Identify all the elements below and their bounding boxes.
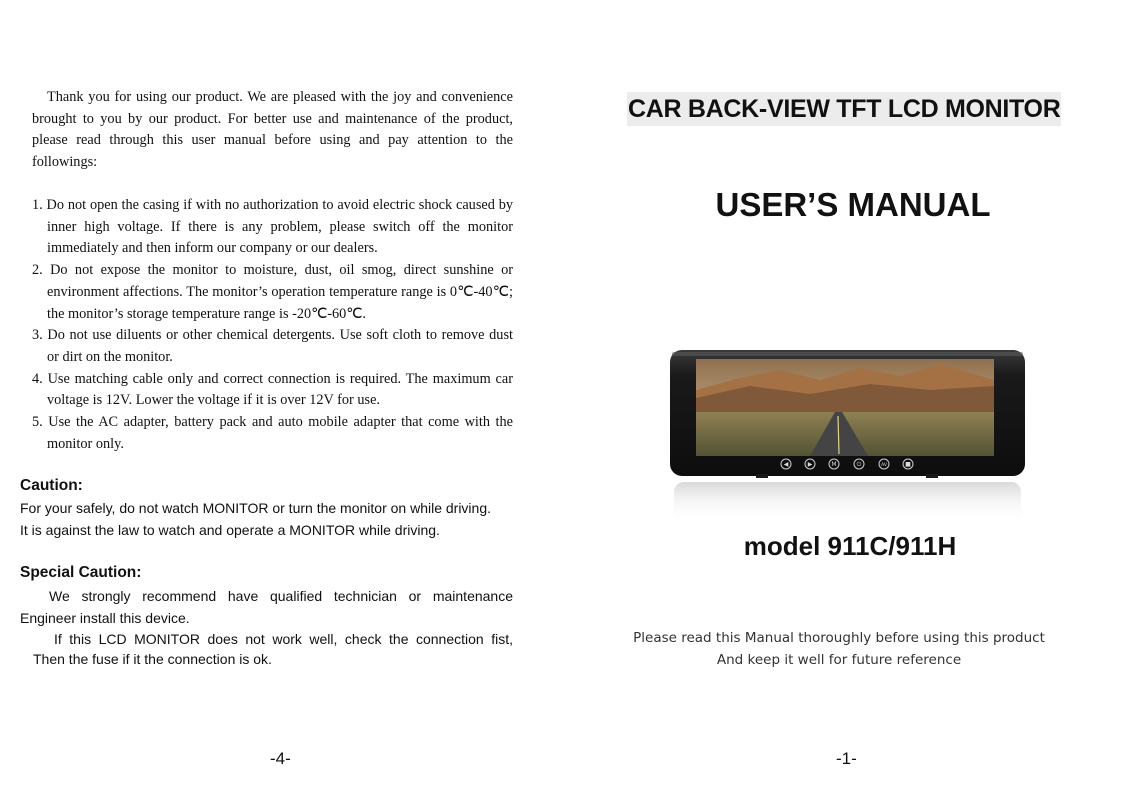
source-icon: AV [881, 463, 887, 468]
caution-heading: Caution: [20, 477, 83, 494]
intro-paragraph: Thank you for using our product. We are pleased with the joy and convenience brought to you by our product. For better use and maintenance of the product, please read through this user manual before using and pay attention to the followings: [32, 89, 513, 171]
list-item: 1. Do not open the casing if with no authorization to avoid electric shock caused by inner high voltage. If there is any problem, please switch off the monitor immediately and then inform our company or our dealers. [32, 197, 513, 257]
right-page [566, 0, 1132, 800]
reading-note-line: And keep it well for future reference [716, 652, 962, 668]
stop-icon: ■ [905, 461, 911, 468]
document-title: CAR BACK-VIEW TFT LCD MONITOR [627, 92, 1061, 126]
manual-title: USER’S MANUAL [715, 186, 991, 223]
page-number: -4- [270, 749, 291, 768]
power-icon: ⏻ [856, 461, 862, 468]
special-caution-heading: Special Caution: [20, 564, 142, 581]
special-caution-paragraph: We strongly recommend have qualified technician or maintenance Engineer install this device. [20, 588, 513, 626]
safety-rules-list [32, 195, 513, 455]
list-item: 2. Do not expose the monitor to moisture, dust, oil smog, direct sunshine or environment affections. The monitor’s operation temperature range is 0℃-40℃; the monitor’s storage temperature range is -20℃-60℃. [32, 262, 513, 322]
list-item: 5. Use the AC adapter, battery pack and auto mobile adapter that come with the monitor only. [32, 414, 513, 452]
page-number: -1- [836, 749, 857, 768]
monitor-product-image [670, 350, 1026, 525]
special-caution-paragraph: Then the fuse if it the connection is ok. [33, 651, 272, 667]
prev-icon: ◀ [783, 461, 789, 468]
next-icon: ▶ [807, 461, 813, 468]
model-number: model 911C/911H [743, 531, 957, 561]
reading-note-line: Please read this Manual thoroughly before using this product [633, 630, 1045, 646]
menu-icon: M [831, 461, 837, 468]
caution-text-line: For your safely, do not watch MONITOR or turn the monitor on while driving. [20, 500, 492, 516]
list-item: 4. Use matching cable only and correct connection is required. The maximum car voltage is 12V. Lower the voltage if it is over 12V for use. [32, 370, 513, 409]
special-caution-paragraph: If this LCD MONITOR does not work well, check the connection fist, [54, 631, 513, 647]
list-item: 3. Do not use diluents or other chemical detergents. Use soft cloth to remove dust or dirt on the monitor. [32, 327, 513, 365]
monitor-illustration [670, 350, 1026, 525]
caution-text-line: It is against the law to watch and operate a MONITOR while driving. [20, 522, 440, 538]
